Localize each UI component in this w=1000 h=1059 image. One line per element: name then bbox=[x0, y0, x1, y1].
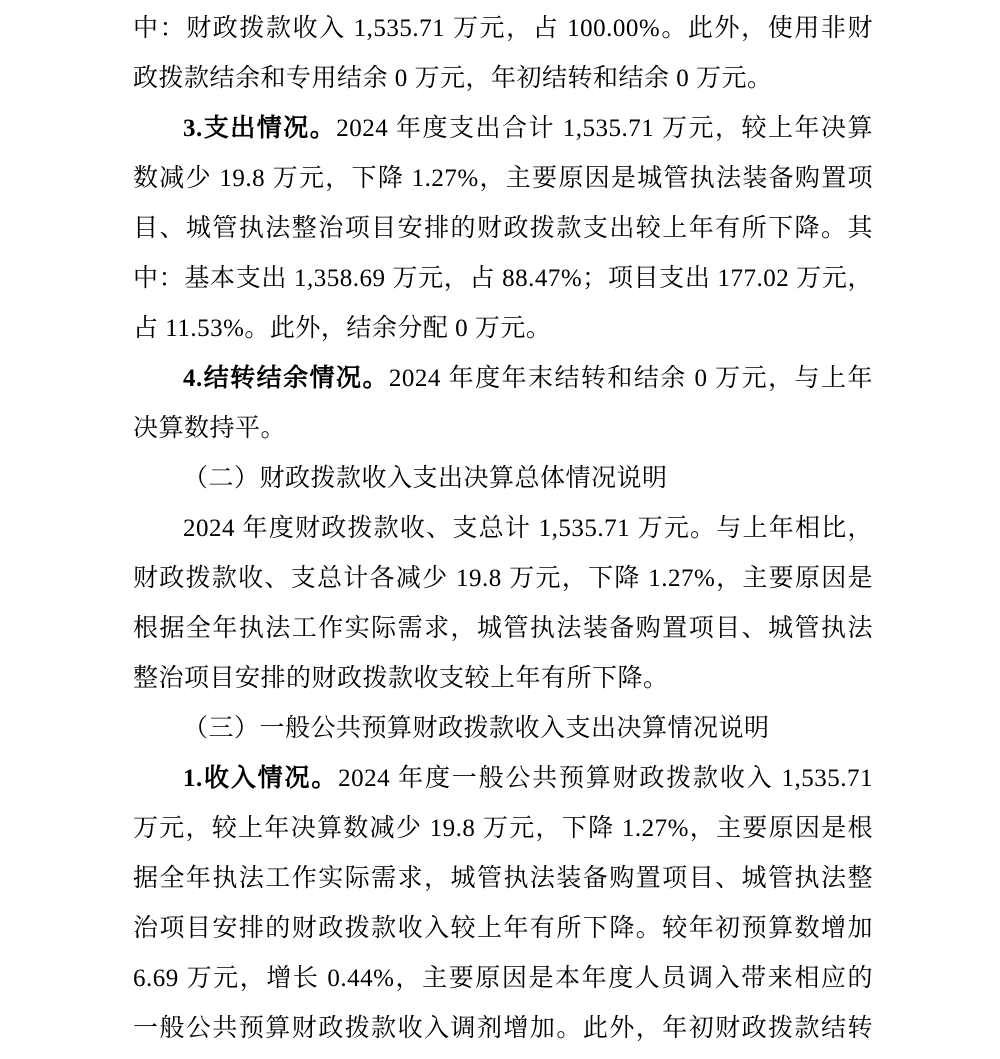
text-line bbox=[133, 254, 873, 304]
line-text: 万元，较上年决算数减少 19.8 万元，下降 1.27%，主要原因是根 bbox=[133, 815, 873, 842]
line-text: 2024 年度年末结转和结余 0 万元，与上年 bbox=[388, 365, 873, 392]
text-line bbox=[133, 504, 873, 554]
text-line bbox=[133, 754, 873, 804]
line-bold-prefix: 1.收入情况。 bbox=[183, 765, 339, 792]
line-text: 目、城管执法整治项目安排的财政拨款支出较上年有所下降。其 bbox=[133, 215, 873, 242]
text-line bbox=[133, 554, 873, 604]
line-bold-prefix: 3.支出情况。 bbox=[183, 115, 337, 142]
text-line bbox=[133, 204, 873, 254]
line-text: 整治项目安排的财政拨款收支较上年有所下降。 bbox=[133, 665, 669, 692]
line-text: 根据全年执法工作实际需求，城管执法装备购置项目、城管执法 bbox=[133, 615, 873, 642]
text-line bbox=[133, 654, 873, 704]
line-text: 6.69 万元，增长 0.44%，主要原因是本年度人员调入带来相应的 bbox=[133, 965, 873, 992]
line-text: 占 11.53%。此外，结余分配 0 万元。 bbox=[133, 315, 552, 342]
text-line bbox=[133, 604, 873, 654]
line-text: 数减少 19.8 万元，下降 1.27%，主要原因是城管执法装备购置项 bbox=[133, 165, 873, 192]
text-line bbox=[133, 804, 873, 854]
text-line bbox=[133, 1004, 873, 1054]
line-text: 决算数持平。 bbox=[133, 415, 287, 442]
text-line bbox=[133, 154, 873, 204]
line-text: （三）一般公共预算财政拨款收入支出决算情况说明 bbox=[183, 715, 770, 742]
text-line bbox=[133, 704, 873, 754]
text-line bbox=[133, 404, 873, 454]
line-text: 财政拨款收、支总计各减少 19.8 万元，下降 1.27%，主要原因是 bbox=[133, 565, 873, 592]
line-text: 政拨款结余和专用结余 0 万元，年初结转和结余 0 万元。 bbox=[133, 65, 773, 92]
text-line bbox=[133, 954, 873, 1004]
line-text: 2024 年度支出合计 1,535.71 万元，较上年决算 bbox=[336, 115, 873, 142]
line-text: 中：财政拨款收入 1,535.71 万元，占 100.00%。此外，使用非财 bbox=[133, 15, 873, 42]
text-line bbox=[133, 904, 873, 954]
text-line bbox=[133, 104, 873, 154]
line-text: 一般公共预算财政拨款收入调剂增加。此外，年初财政拨款结转 bbox=[133, 1015, 873, 1042]
line-text: （二）财政拨款收入支出决算总体情况说明 bbox=[183, 465, 668, 492]
text-line bbox=[133, 854, 873, 904]
text-line bbox=[133, 354, 873, 404]
line-text: 2024 年度财政拨款收、支总计 1,535.71 万元。与上年相比， bbox=[183, 515, 873, 542]
text-line bbox=[133, 4, 873, 54]
line-text: 据全年执法工作实际需求，城管执法装备购置项目、城管执法整 bbox=[133, 865, 873, 892]
line-text: 治项目安排的财政拨款收入较上年有所下降。较年初预算数增加 bbox=[133, 915, 873, 942]
line-bold-prefix: 4.结转结余情况。 bbox=[183, 365, 389, 392]
line-text: 2024 年度一般公共预算财政拨款收入 1,535.71 bbox=[338, 765, 873, 792]
text-line bbox=[133, 304, 873, 354]
line-text: 中：基本支出 1,358.69 万元，占 88.47%；项目支出 177.02 万元， bbox=[133, 265, 873, 292]
text-line bbox=[133, 54, 873, 104]
document-text bbox=[133, 4, 873, 1054]
text-line bbox=[133, 454, 873, 504]
